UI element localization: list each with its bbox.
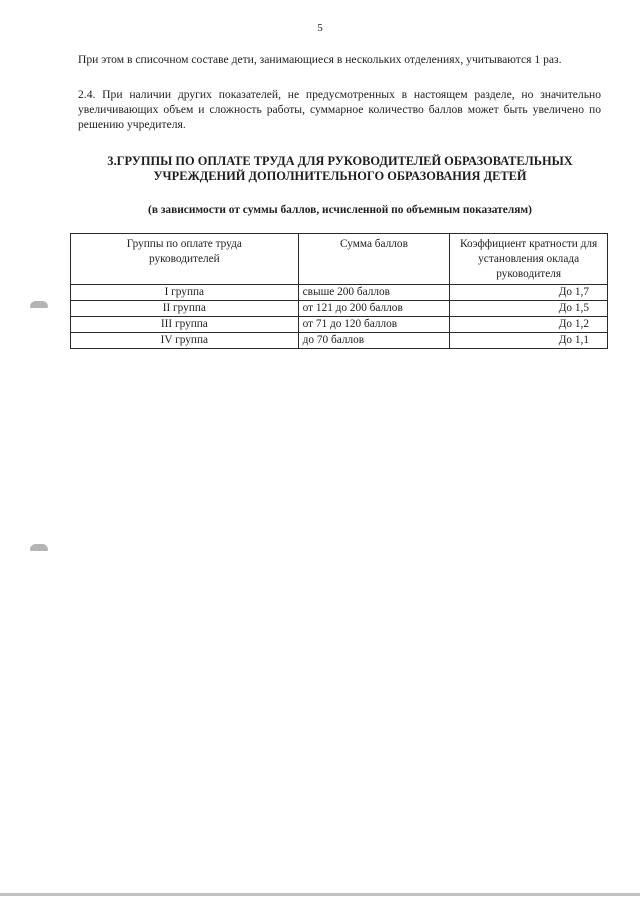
table-row bbox=[71, 317, 608, 333]
cell-group: III группа bbox=[71, 317, 299, 333]
pay-groups-table bbox=[70, 233, 608, 349]
table-row bbox=[71, 285, 608, 301]
cell-points: до 70 баллов bbox=[298, 333, 450, 349]
table-row bbox=[71, 333, 608, 349]
cell-group: IV группа bbox=[71, 333, 299, 349]
cell-coefficient: До 1,5 bbox=[450, 301, 608, 317]
cell-points: свыше 200 баллов bbox=[298, 285, 450, 301]
cell-group: II группа bbox=[71, 301, 299, 317]
punch-hole-mark bbox=[30, 301, 48, 308]
cell-coefficient: До 1,2 bbox=[450, 317, 608, 333]
cell-points: от 121 до 200 баллов bbox=[298, 301, 450, 317]
cell-points: от 71 до 120 баллов bbox=[298, 317, 450, 333]
header-points-sum: Сумма баллов bbox=[298, 234, 450, 285]
header-groups: Группы по оплате труда руководителей bbox=[71, 234, 299, 285]
section-subtitle: (в зависимости от суммы баллов, исчисленной по объемным показателям) bbox=[148, 204, 532, 216]
cell-coefficient: До 1,7 bbox=[450, 285, 608, 301]
page-number: 5 bbox=[317, 22, 323, 34]
paragraph-2-4: 2.4. При наличии других показателей, не предусмотренных в настоящем разделе, но значительно увеличивающих объем и сложность работы, суммарное количество баллов может быть увеличено по решению учредителя. bbox=[78, 88, 601, 131]
header-coefficient: Коэффициент кратности для установления оклада руководителя bbox=[450, 234, 608, 285]
scan-bottom-edge bbox=[0, 893, 640, 896]
paragraph-children-count: При этом в списочном составе дети, занимающиеся в нескольких отделениях, учитываются 1 раз. bbox=[78, 53, 562, 66]
punch-hole-mark bbox=[30, 544, 48, 551]
table-header-row bbox=[71, 234, 608, 285]
cell-group: I группа bbox=[71, 285, 299, 301]
cell-coefficient: До 1,1 bbox=[450, 333, 608, 349]
table-row bbox=[71, 301, 608, 317]
section-title: 3.ГРУППЫ ПО ОПЛАТЕ ТРУДА ДЛЯ РУКОВОДИТЕЛЕЙ ОБРАЗОВАТЕЛЬНЫХ УЧРЕЖДЕНИЙ ДОПОЛНИТЕЛЬНОГО ОБРАЗОВАНИЯ ДЕТЕЙ bbox=[107, 154, 573, 183]
